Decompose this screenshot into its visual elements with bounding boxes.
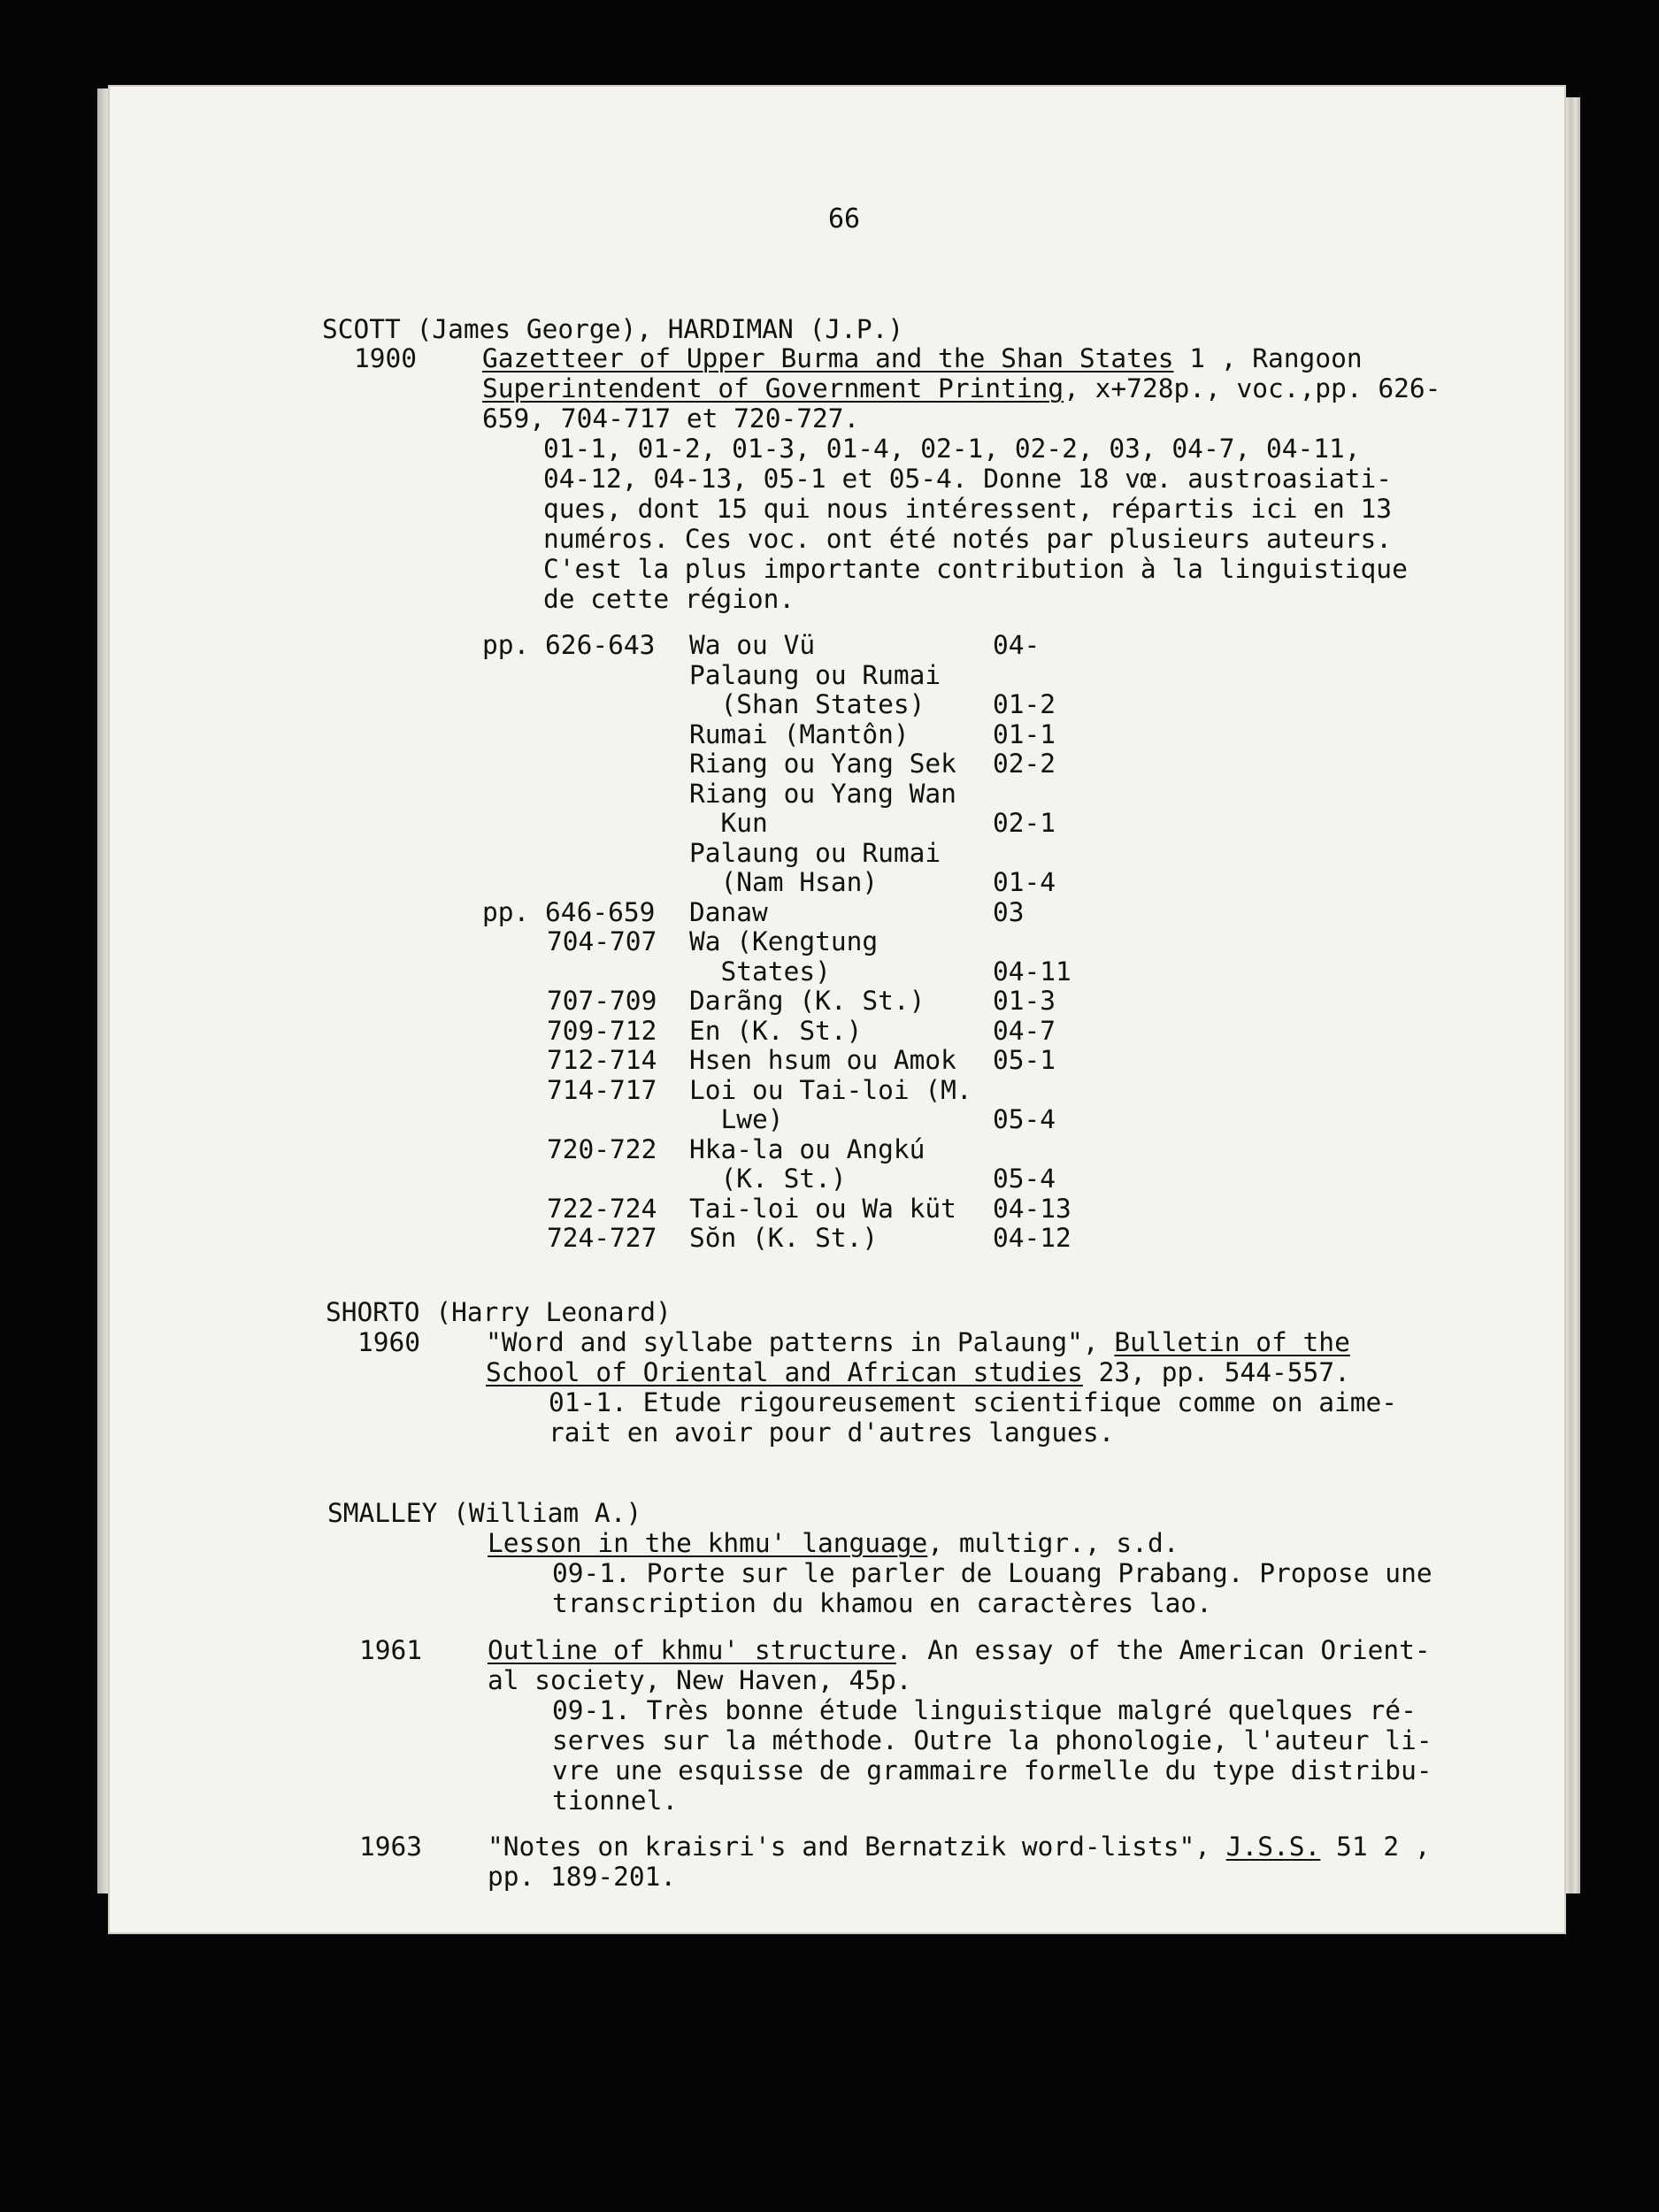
table-cell-code: 02-1 bbox=[993, 808, 1056, 838]
table-cell-language: Sŏn (K. St.) bbox=[689, 1223, 879, 1253]
table-cell-code: 04-7 bbox=[993, 1016, 1056, 1046]
entry-title-line: Outline of khmu' structure. An essay of the American Orient- bbox=[488, 1635, 1431, 1665]
title-underlined: Outline of khmu' structure bbox=[488, 1635, 896, 1665]
table-cell-language: Palaung ou Rumai bbox=[689, 838, 941, 868]
table-cell-pages: 707-709 bbox=[547, 986, 657, 1016]
entry-title-line-2: School of Oriental and African studies 23, pp. 544-557. bbox=[486, 1357, 1350, 1387]
table-cell-language: Lwe) bbox=[689, 1104, 784, 1134]
title-underlined: Superintendent of Government Printing bbox=[482, 373, 1064, 403]
title-underlined: Gazetteer of Upper Burma and the Shan States bbox=[482, 343, 1174, 373]
table-cell-code: 04-12 bbox=[993, 1223, 1071, 1253]
table-cell-language: (Shan States) bbox=[689, 689, 926, 719]
table-cell-pages: 724-727 bbox=[547, 1223, 657, 1253]
table-cell-pages: pp. 626-643 bbox=[482, 630, 656, 660]
table-cell-pages: 709-712 bbox=[547, 1016, 657, 1046]
annotation-line: 09-1. Porte sur le parler de Louang Prabang. Propose une bbox=[552, 1558, 1432, 1588]
entry-year-shorto: 1960 bbox=[357, 1327, 421, 1357]
page-stack-right-edge bbox=[1566, 97, 1580, 1893]
table-cell-code: 04-13 bbox=[993, 1194, 1071, 1224]
table-cell-language: Tai-loi ou Wa küt bbox=[689, 1194, 956, 1224]
annotation-line: vre une esquisse de grammaire formelle du type distribu- bbox=[552, 1755, 1432, 1786]
annotation-line: numéros. Ces voc. ont été notés par plusieurs auteurs. bbox=[543, 524, 1393, 554]
table-cell-language: Loi ou Tai-loi (M. bbox=[689, 1075, 972, 1105]
entry-title-line: Lesson in the khmu' language, multigr., s.d. bbox=[488, 1528, 1179, 1558]
table-cell-code: 05-1 bbox=[993, 1045, 1056, 1075]
table-cell-language: Hka-la ou Angkú bbox=[689, 1134, 926, 1164]
table-cell-code: 01-4 bbox=[993, 867, 1056, 897]
table-cell-language: Darãng (K. St.) bbox=[689, 986, 926, 1016]
entry-title-line-1: "Word and syllabe patterns in Palaung", Bulletin of the bbox=[486, 1327, 1350, 1357]
table-cell-language: Palaung ou Rumai bbox=[689, 660, 941, 690]
table-cell-language: En (K. St.) bbox=[689, 1016, 863, 1046]
table-cell-pages: 704-707 bbox=[547, 926, 657, 956]
journal-underlined: J.S.S. bbox=[1225, 1832, 1321, 1862]
annotation-line: de cette région. bbox=[543, 584, 795, 614]
table-cell-code: 01-2 bbox=[993, 689, 1056, 719]
table-cell-language: Riang ou Yang Sek bbox=[689, 749, 956, 779]
table-cell-language: Riang ou Yang Wan bbox=[689, 779, 956, 809]
entry-title-line-3: 659, 704-717 et 720-727. bbox=[482, 403, 860, 434]
table-cell-language: States) bbox=[689, 956, 831, 987]
entry-title-line-2: Superintendent of Government Printing, x+728p., voc.,pp. 626- bbox=[482, 373, 1441, 403]
table-cell-pages: pp. 646-659 bbox=[482, 897, 656, 927]
table-cell-language: Rumai (Mantôn) bbox=[689, 719, 910, 749]
journal-underlined: Bulletin of the bbox=[1114, 1327, 1350, 1357]
table-cell-code: 04-11 bbox=[993, 956, 1071, 987]
table-cell-pages: 712-714 bbox=[547, 1045, 657, 1075]
table-cell-code: 01-1 bbox=[993, 719, 1056, 749]
annotation-line: 01-1. Etude rigoureusement scientifique comme on aime- bbox=[549, 1387, 1398, 1417]
table-cell-language: Kun bbox=[689, 808, 768, 838]
table-cell-pages: 722-724 bbox=[547, 1194, 657, 1224]
journal-underlined: School of Oriental and African studies bbox=[486, 1357, 1083, 1387]
table-cell-code: 05-4 bbox=[993, 1104, 1056, 1134]
entry-author-smalley: SMALLEY (William A.) bbox=[327, 1498, 642, 1528]
entry-year-scott: 1900 bbox=[354, 343, 418, 373]
annotation-line: rait en avoir pour d'autres langues. bbox=[549, 1417, 1115, 1448]
entry-title-line: "Notes on kraisri's and Bernatzik word-lists", J.S.S. 51 2 , bbox=[488, 1832, 1431, 1862]
page-number: 66 bbox=[828, 204, 861, 234]
table-cell-language: Wa (Kengtung bbox=[689, 926, 879, 956]
annotation-line: C'est la plus importante contribution à la linguistique bbox=[543, 554, 1408, 584]
table-cell-code: 01-3 bbox=[993, 986, 1056, 1016]
entry-author-scott: SCOTT (James George), HARDIMAN (J.P.) bbox=[322, 314, 904, 344]
table-cell-pages: 720-722 bbox=[547, 1134, 657, 1164]
entry-year: 1963 bbox=[359, 1832, 423, 1862]
table-cell-language: Hsen hsum ou Amok bbox=[689, 1045, 956, 1075]
table-cell-language: (Nam Hsan) bbox=[689, 867, 879, 897]
annotation-line: 09-1. Très bonne étude linguistique malgré quelques ré- bbox=[552, 1695, 1417, 1725]
table-cell-language: Danaw bbox=[689, 897, 768, 927]
title-underlined: Lesson in the khmu' language bbox=[488, 1528, 928, 1558]
annotation-line: 04-12, 04-13, 05-1 et 05-4. Donne 18 vœ. austroasiati- bbox=[543, 464, 1393, 494]
annotation-line: 01-1, 01-2, 01-3, 01-4, 02-1, 02-2, 03, 04-7, 04-11, bbox=[543, 434, 1361, 464]
table-cell-code: 03 bbox=[993, 897, 1025, 927]
table-cell-code: 04- bbox=[993, 630, 1041, 660]
entry-title-line: pp. 189-201. bbox=[488, 1862, 677, 1892]
table-cell-language: (K. St.) bbox=[689, 1164, 847, 1194]
annotation-line: ques, dont 15 qui nous intéressent, répartis ici en 13 bbox=[543, 494, 1393, 524]
entry-title-line: al society, New Haven, 45p. bbox=[488, 1665, 912, 1695]
entry-year: 1961 bbox=[359, 1635, 423, 1665]
annotation-line: transcription du khamou en caractères lao. bbox=[552, 1588, 1212, 1618]
table-cell-code: 02-2 bbox=[993, 749, 1056, 779]
entry-author-shorto: SHORTO (Harry Leonard) bbox=[326, 1297, 672, 1327]
table-cell-language: Wa ou Vü bbox=[689, 630, 816, 660]
annotation-line: serves sur la méthode. Outre la phonologie, l'auteur li- bbox=[552, 1725, 1432, 1755]
table-cell-code: 05-4 bbox=[993, 1164, 1056, 1194]
table-cell-pages: 714-717 bbox=[547, 1075, 657, 1105]
annotation-line: tionnel. bbox=[552, 1786, 679, 1816]
entry-title-line-1: Gazetteer of Upper Burma and the Shan States 1 , Rangoon bbox=[482, 343, 1363, 373]
